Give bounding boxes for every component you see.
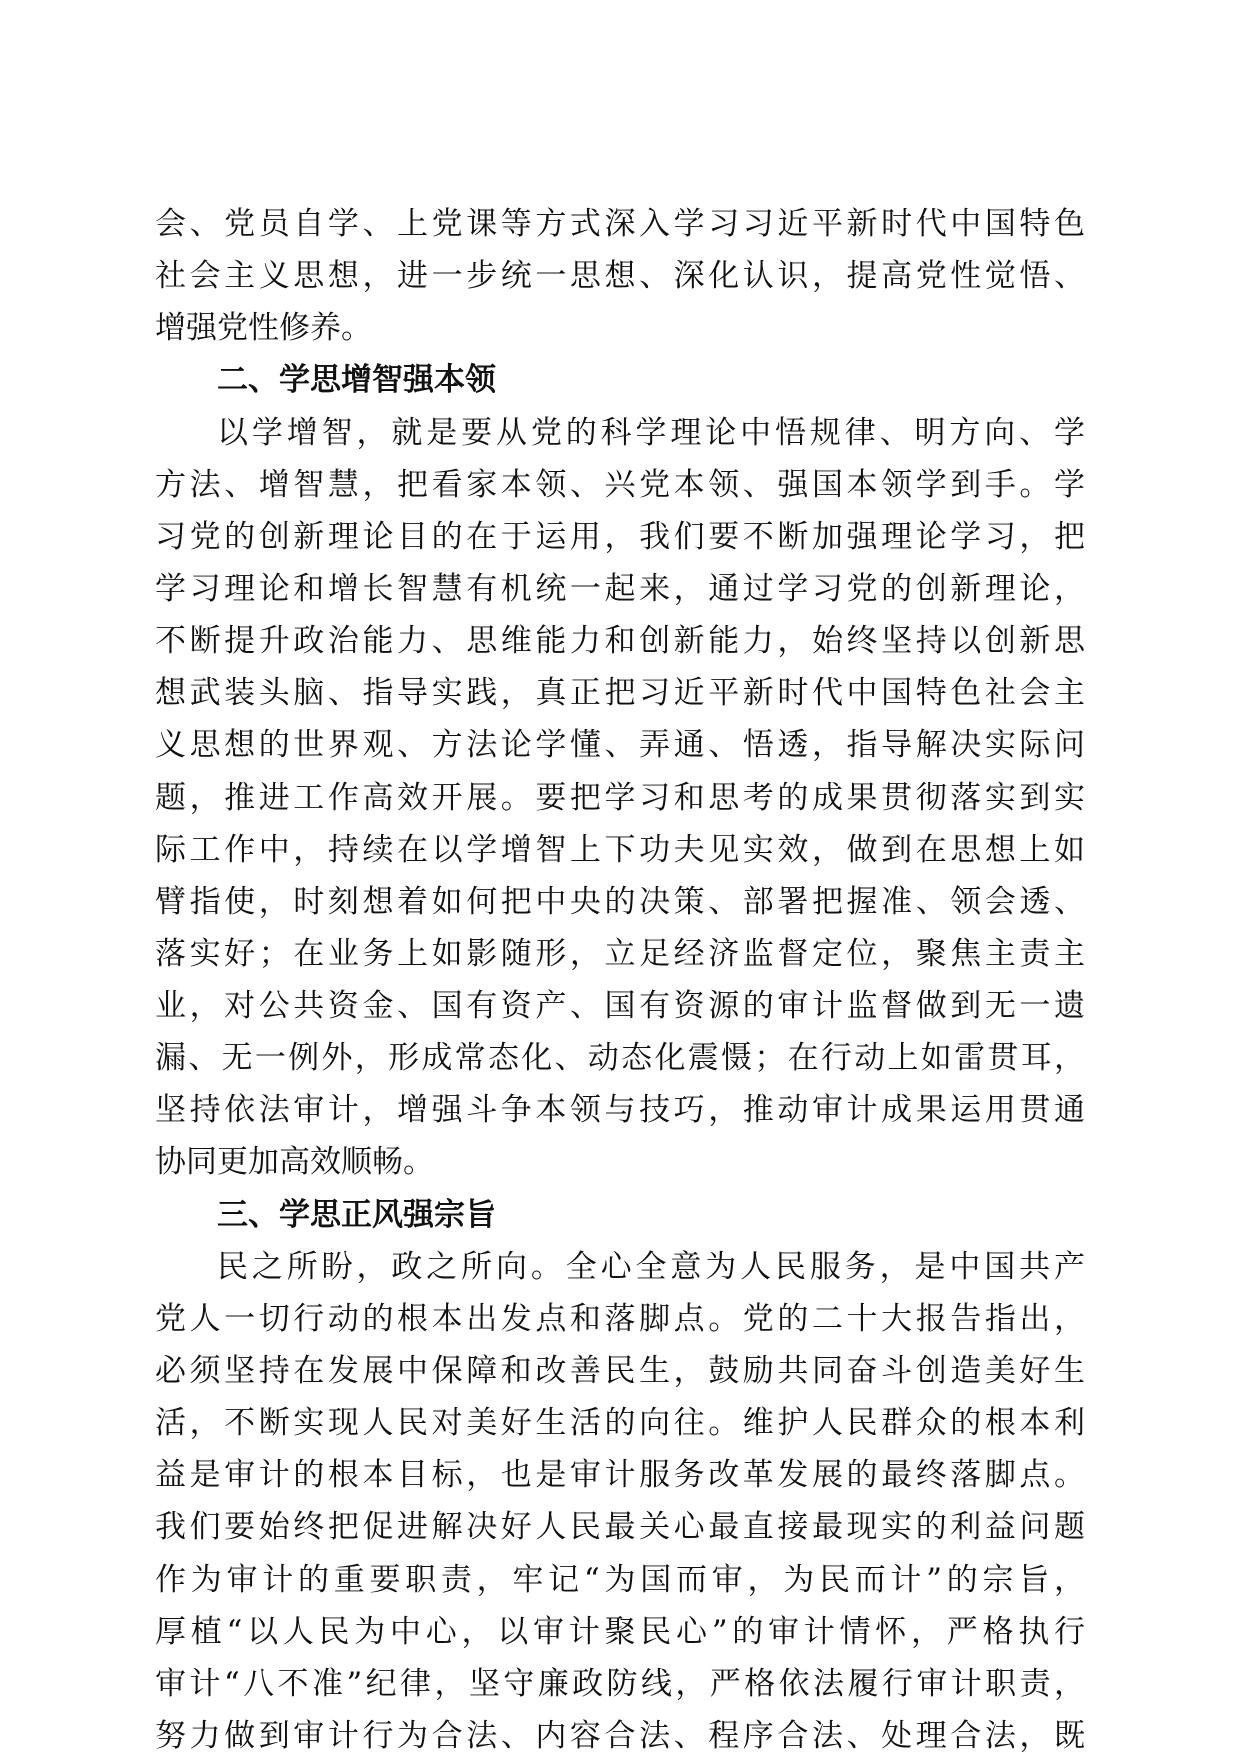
section2-line-3: 习党的创新理论目的在于运用，我们要不断加强理论学习，把 bbox=[155, 519, 1085, 555]
section2-line-5: 不断提升政治能力、思维能力和创新能力，始终坚持以创新思 bbox=[155, 623, 1085, 659]
section2-line-11: 落实好；在业务上如影随形，立足经济监督定位，聚焦主责主 bbox=[155, 936, 1085, 972]
section2-line-4: 学习理论和增长智慧有机统一起来，通过学习党的创新理论， bbox=[155, 571, 1085, 607]
section2-line-8: 题，推进工作高效开展。要把学习和思考的成果贯彻落实到实 bbox=[155, 780, 1085, 816]
section2-line-2: 方法、增智慧，把看家本领、兴党本领、强国本领学到手。学 bbox=[155, 467, 1085, 503]
section2-line-14: 坚持依法审计，增强斗争本领与技巧，推动审计成果运用贯通 bbox=[155, 1092, 1085, 1128]
section2-line-9: 际工作中，持续在以学增智上下功夫见实效，做到在思想上如 bbox=[155, 832, 1085, 868]
section2-line-13: 漏、无一例外，形成常态化、动态化震慑；在行动上如雷贯耳， bbox=[155, 1040, 1085, 1076]
section2-line-7: 义思想的世界观、方法论学懂、弄通、悟透，指导解决实际问 bbox=[155, 727, 1085, 763]
intro-line-3: 增强党性修养。 bbox=[155, 310, 372, 346]
section2-heading: 二、学思增智强本领 bbox=[217, 362, 496, 398]
section3-line-4: 活，不断实现人民对美好生活的向往。维护人民群众的根本利 bbox=[155, 1405, 1085, 1441]
intro-line-1: 会、党员自学、上党课等方式深入学习习近平新时代中国特色 bbox=[155, 206, 1085, 242]
section3-line-7: 作为审计的重要职责，牢记“为国而审，为民而计”的宗旨， bbox=[155, 1562, 1085, 1598]
section3-line-2: 党人一切行动的根本出发点和落脚点。党的二十大报告指出， bbox=[155, 1301, 1085, 1337]
section3-line-1: 民之所盼，政之所向。全心全意为人民服务，是中国共产 bbox=[217, 1249, 1085, 1285]
section2-line-12: 业，对公共资金、国有资产、国有资源的审计监督做到无一遗 bbox=[155, 988, 1085, 1024]
intro-line-2: 社会主义思想，进一步统一思想、深化认识，提高党性觉悟、 bbox=[155, 258, 1085, 294]
section3-heading: 三、学思正风强宗旨 bbox=[217, 1197, 496, 1233]
section2-line-6: 想武装头脑、指导实践，真正把习近平新时代中国特色社会主 bbox=[155, 675, 1085, 711]
section2-line-10: 臂指使，时刻想着如何把中央的决策、部署把握准、领会透、 bbox=[155, 884, 1085, 920]
section3-line-3: 必须坚持在发展中保障和改善民生，鼓励共同奋斗创造美好生 bbox=[155, 1353, 1085, 1389]
section3-line-6: 我们要始终把促进解决好人民最关心最直接最现实的利益问题 bbox=[155, 1509, 1085, 1545]
section2-line-1: 以学增智，就是要从党的科学理论中悟规律、明方向、学 bbox=[217, 415, 1085, 451]
section3-line-8: 厚植“以人民为中心，以审计聚民心”的审计情怀，严格执行 bbox=[155, 1614, 1085, 1650]
section2-line-15: 协同更加高效顺畅。 bbox=[155, 1144, 434, 1180]
section3-line-5: 益是审计的根本目标，也是审计服务改革发展的最终落脚点。 bbox=[155, 1457, 1085, 1493]
section3-line-10: 努力做到审计行为合法、内容合法、程序合法、处理合法，既 bbox=[155, 1718, 1085, 1754]
section3-line-9: 审计“八不准”纪律，坚守廉政防线，严格依法履行审计职责， bbox=[155, 1666, 1085, 1702]
